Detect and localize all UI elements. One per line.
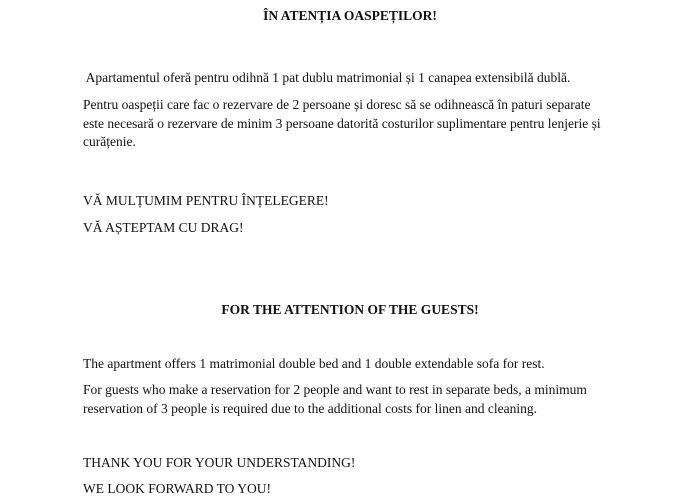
- english-paragraph-reservation: For guests who make a reservation for 2 people and want to rest in separate beds, a minimum reservation of 3 people is required due to the additional costs for linen and cleaning.: [83, 382, 587, 416]
- romanian-heading: ÎN ATENȚIA OASPEȚILOR!: [263, 8, 437, 23]
- romanian-thanks-line: VĂ MULȚUMIM PENTRU ÎNȚELEGERE!: [83, 193, 329, 208]
- romanian-welcome-line: VĂ AȘTEPTAM CU DRAG!: [83, 220, 244, 235]
- romanian-paragraph-reservation: Pentru oaspeții care fac o rezervare de 2 persoane și doresc să se odihnească în paturi separate este necesară o rezervare de minim 3 persoane datorită costurilor suplimentare pentru lenjerie și curățenie.: [83, 97, 601, 149]
- english-welcome-line: WE LOOK FORWARD TO YOU!: [83, 481, 271, 496]
- english-heading: FOR THE ATTENTION OF THE GUESTS!: [221, 302, 479, 317]
- english-paragraph-beds: The apartment offers 1 matrimonial double bed and 1 double extendable sofa for rest.: [83, 356, 545, 371]
- romanian-paragraph-beds: Apartamentul oferă pentru odihnă 1 pat dublu matrimonial și 1 canapea extensibilă dublă.: [83, 70, 571, 85]
- english-thanks-line: THANK YOU FOR YOUR UNDERSTANDING!: [83, 455, 356, 470]
